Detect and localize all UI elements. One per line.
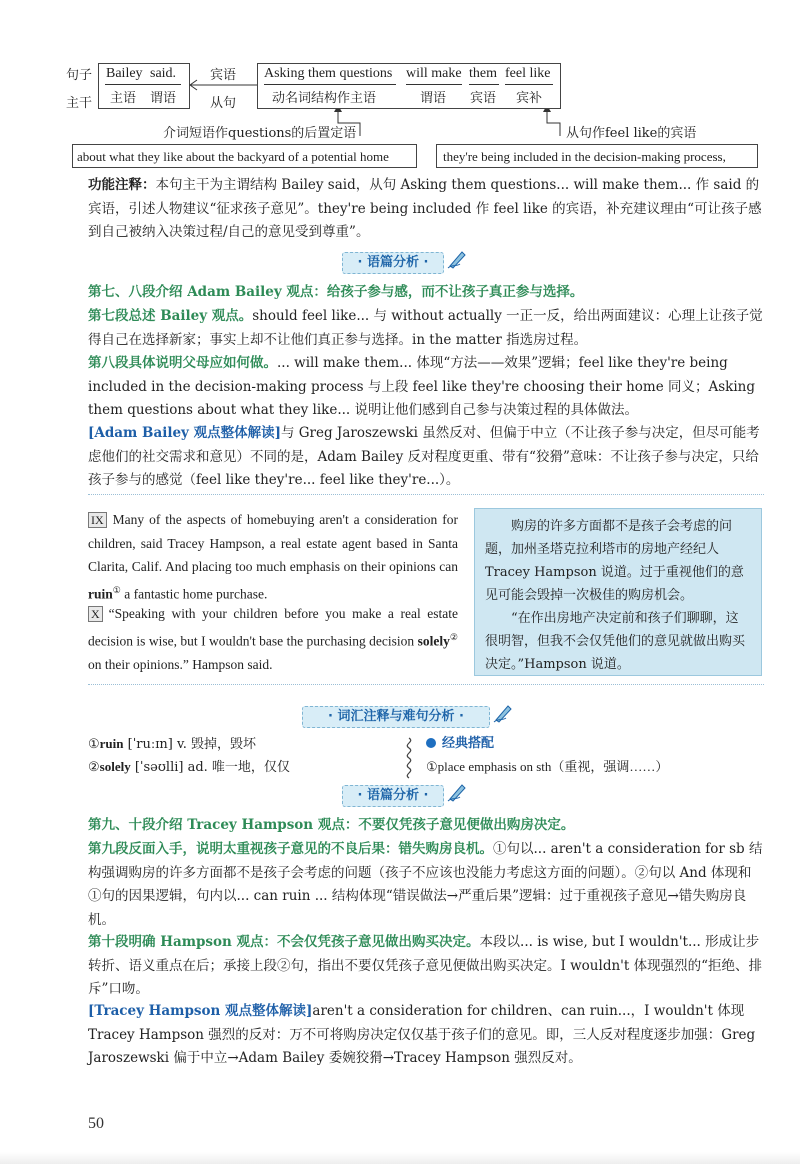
- spiral-divider-icon: [403, 736, 415, 780]
- passage-p9: [88, 508, 458, 606]
- passage-p10: [88, 602, 458, 676]
- verb-word: said.: [150, 66, 177, 81]
- p9-word: ruin: [88, 586, 113, 601]
- paragraph-number-10: X: [88, 606, 103, 622]
- translation-2: “在作出房地产决定前和孩子们聊聊，这很明智，但我不会仅凭他们的意见就做出购买决定。”Hampson 说道。: [485, 611, 746, 672]
- clause-underline-4: [505, 84, 553, 85]
- vocab-2: [88, 756, 290, 779]
- page-bottom-edge: [0, 1152, 800, 1164]
- analysis1-p3-text: 与 Greg Jaroszewski 虽然反对、但偏于中立（不让孩子参与决定，但尽可能考虑他们的社交需求和意见）不同的是，Adam Bailey 反对程度更重、带有“狡猾”意味：不让孩子参与决定，只给孩子参与的感觉（feel like they're... feel like they're...）。: [88, 425, 760, 488]
- verb-role: 谓语: [150, 91, 177, 106]
- clause-underline-1: [264, 84, 396, 85]
- analysis2-p2: [88, 931, 764, 1002]
- translation-1: 购房的许多方面都不是孩子会考虑的问题，加州圣塔克拉利塔市的房地产经纪人 Tracey Hampson 说道。过于重视他们的意见可能会毁掉一次极佳的购房机会。: [485, 519, 744, 603]
- clause-object-role: 宾语: [470, 91, 497, 106]
- banner-vocab: · 词汇注释与难句分析 ·: [302, 706, 490, 728]
- subject-word: Bailey: [106, 66, 143, 81]
- clause-complement-role: 宾补: [516, 91, 543, 106]
- clause-underline-2: [406, 84, 462, 85]
- box-left-modifier: about what they like about the backyard of a potential home: [72, 144, 417, 168]
- collocation-title: [426, 733, 494, 755]
- note-left: 介词短语作questions的后置定语: [163, 126, 357, 141]
- analysis2-p2-label: 第十段明确 Hampson 观点：不会仅凭孩子意见做出购买决定。: [88, 934, 480, 950]
- vocab-2-num: ②: [88, 760, 100, 775]
- p9-text-a: Many of the aspects of homebuying aren't a consideration for children, said Tracey Hampson, a real estate agent based in Santa Clarita, Calif. And placing too much emphasis on their opinions can: [88, 512, 458, 574]
- analysis2-p3: [88, 1000, 764, 1071]
- clause-subject-role: 动名词结构作主语: [272, 91, 377, 106]
- vocab-2-word: solely: [99, 759, 131, 774]
- vocab-2-rest: [ˈsəʊlli] ad. 唯一地，仅仅: [130, 760, 290, 775]
- pen-icon: [492, 700, 516, 724]
- clause-label: 从句: [210, 96, 237, 111]
- object-label: 宾语: [210, 68, 237, 83]
- translation-box: [474, 508, 762, 676]
- analysis1-p1: [88, 305, 764, 352]
- p9-sup: ①: [112, 584, 121, 595]
- clause-verb: will make: [406, 66, 462, 81]
- pen-icon: [446, 246, 470, 270]
- p10-text-b: on their opinions.” Hampson said.: [88, 656, 273, 672]
- function-note-text: 本句主干为主谓结构 Bailey said，从句 Asking them questions... will make them... 作 said 的宾语，引述人物建议“征求孩子意见”。they're being included 作 feel like 的宾语，补充建议理由“可让孩子感到自己被纳入决策过程/自己的意见受到尊重”。: [88, 177, 762, 240]
- clause-subject: Asking them questions: [264, 66, 393, 81]
- collocation-title-text: 经典搭配: [442, 736, 495, 751]
- analysis2-p2-text: 本段以... is wise, but I wouldn't... 形成让步转折、语义重点在后；承接上段②句，指出不要仅凭孩子意见便做出购买决定。I wouldn't 体现强烈的“拒绝、排斥”口吻。: [88, 934, 762, 997]
- analysis1-p3: [88, 422, 764, 493]
- analysis2-p3-label: [Tracey Hampson 观点整体解读]: [88, 1003, 313, 1019]
- divider-2: [88, 684, 764, 685]
- analysis1-p3-label: [Adam Bailey 观点整体解读]: [88, 425, 281, 441]
- banner-discourse-1: · 语篇分析 ·: [342, 252, 444, 274]
- vocab-1: [88, 733, 256, 756]
- analysis2-p1-text: ①句以... aren't a consideration for sb 结构强调购房的许多方面都不是孩子会考虑的问题（孩子不应该也没能力考虑这方面的问题）。②句以 And 体现和①句的因果逻辑，句内以... can ruin ... 结构体现“错误做法→严重后果”逻辑：过于重视孩子意见→错失购房良机。: [88, 841, 763, 928]
- paragraph-number-9: IX: [88, 512, 107, 528]
- function-note-label: 功能注释：: [88, 177, 156, 193]
- analysis2-p1-label: 第九段反面入手，说明太重视孩子意见的不良后果：错失购房良机。: [88, 841, 493, 857]
- p10-text-a: “Speaking with your children before you make a real estate decision is wise, but I wouldn't base the purchasing decision: [88, 606, 458, 648]
- subject-role: 主语: [110, 91, 137, 106]
- label-trunk: 主干: [66, 96, 93, 111]
- page-number: 50: [88, 1115, 104, 1132]
- clause-underline-3: [469, 84, 499, 85]
- label-sentence: 句子: [66, 68, 93, 83]
- p10-sup: ②: [449, 631, 458, 642]
- analysis1-p2-text: ... will make them... 体现“方法——效果”逻辑；feel like they're being included in the decision-making process 与上段 feel like they're choosing their home 同义；Asking them questions about what they like... 说明让他们感到自己参与决策过程的具体做法。: [88, 355, 756, 418]
- bullet-dot-icon: [426, 738, 436, 748]
- analysis2-heading: 第九、十段介绍 Tracey Hampson 观点：不要仅凭孩子意见便做出购房决定。: [88, 817, 575, 833]
- vocab-1-word: ruin: [99, 736, 124, 751]
- pen-icon: [446, 779, 470, 803]
- analysis1-p1-text: should feel like... 与 without actually 一正一反，给出两面建议：心理上让孩子觉得自己在选择新家；事实上却不让他们真正参与选择。in the matter 指选房过程。: [88, 308, 763, 348]
- divider-1: [88, 494, 764, 495]
- p10-word: solely: [417, 633, 450, 648]
- vocab-1-rest: [ˈruːɪn] v. 毁掉，毁坏: [123, 737, 257, 752]
- clause-verb-role: 谓语: [420, 91, 447, 106]
- analysis2-p1: [88, 838, 764, 932]
- note-right: 从句作feel like的宾语: [566, 126, 697, 141]
- analysis1-p2: [88, 352, 764, 423]
- analysis2-p3-text: aren't a consideration for children、can ruin...，I wouldn't 体现 Tracey Hampson 强烈的反对：万不可将购房决定仅仅基于孩子们的意见。即，三人反对程度逐步加强：Greg Jaroszewski 偏于中立→Adam Bailey 委婉狡猾→Tracey Hampson 强烈反对。: [88, 1003, 756, 1066]
- analysis1-p1-label: 第七段总述 Bailey 观点。: [88, 308, 253, 324]
- banner-discourse-2: · 语篇分析 ·: [342, 785, 444, 807]
- box-right-object: they're being included in the decision-making process,: [436, 144, 758, 168]
- collocation-text: ①place emphasis on sth（重视，强调……）: [426, 759, 669, 774]
- clause-complement: feel like: [505, 66, 551, 81]
- vocab-1-num: ①: [88, 737, 100, 752]
- analysis1-p2-label: 第八段具体说明父母应如何做。: [88, 355, 277, 371]
- p9-text-b: a fantastic home purchase.: [120, 586, 268, 601]
- function-note: [88, 174, 764, 245]
- analysis1-heading: 第七、八段介绍 Adam Bailey 观点：给孩子参与感，而不让孩子真正参与选择。: [88, 284, 584, 300]
- clause-object: them: [469, 66, 497, 81]
